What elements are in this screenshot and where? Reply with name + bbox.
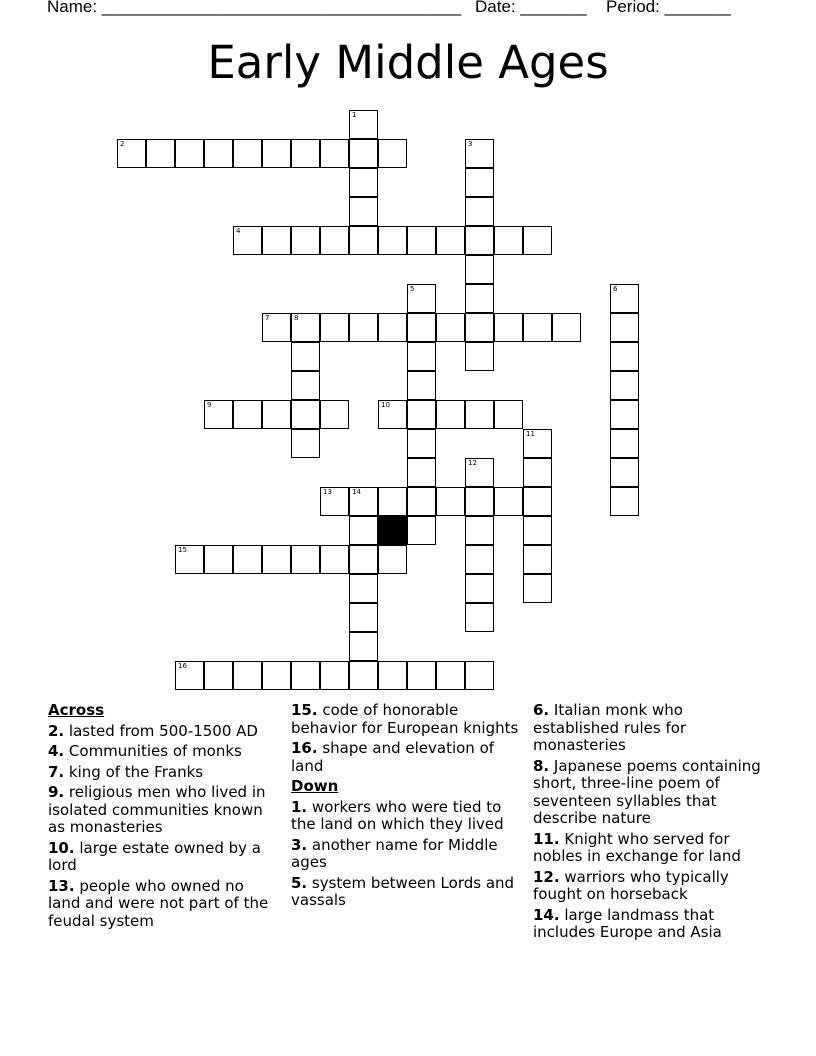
- crossword-cell[interactable]: [378, 139, 407, 168]
- crossword-cell[interactable]: [349, 516, 378, 545]
- clue-down-8: [533, 758, 769, 828]
- crossword-cell[interactable]: [407, 313, 436, 342]
- crossword-cell[interactable]: [610, 487, 639, 516]
- crossword-cell[interactable]: [523, 545, 552, 574]
- crossword-cell[interactable]: [407, 226, 436, 255]
- crossword-cell[interactable]: [523, 516, 552, 545]
- clue-text: large estate owned by a lord: [48, 838, 261, 874]
- name-field-label[interactable]: Name: ______________________________________: [47, 0, 462, 16]
- clue-number: 5.: [291, 873, 308, 892]
- clue-text: large landmass that includes Europe and Asia: [533, 905, 722, 941]
- crossword-cell[interactable]: [291, 371, 320, 400]
- clue-number-label: 10: [381, 401, 390, 409]
- crossword-cell[interactable]: [523, 574, 552, 603]
- crossword-cell[interactable]: [465, 516, 494, 545]
- clue-across-2: [48, 723, 280, 741]
- date-field-label[interactable]: Date: _______: [475, 0, 587, 16]
- crossword-cell[interactable]: [465, 168, 494, 197]
- clue-text: Communities of monks: [68, 742, 242, 760]
- clue-number: 16.: [291, 739, 318, 757]
- crossword-cell[interactable]: [146, 139, 175, 168]
- crossword-cell[interactable]: [262, 545, 291, 574]
- crossword-cell[interactable]: [494, 226, 523, 255]
- clue-number: 13.: [48, 876, 75, 895]
- crossword-cell[interactable]: [523, 458, 552, 487]
- crossword-cell[interactable]: [349, 545, 378, 574]
- clue-number: 7.: [48, 762, 65, 781]
- clue-number-label: 7: [265, 314, 270, 322]
- crossword-cell[interactable]: [407, 516, 436, 545]
- down-heading: Down: [291, 777, 339, 795]
- crossword-cell[interactable]: [291, 342, 320, 371]
- clue-down-12: [533, 869, 769, 904]
- clue-number: 3.: [291, 835, 308, 854]
- clue-text: code of honorable behavior for European knights: [291, 701, 519, 737]
- clue-number-label: 3: [468, 140, 473, 148]
- crossword-cell[interactable]: [523, 226, 552, 255]
- crossword-cell[interactable]: [465, 139, 494, 168]
- crossword-cell[interactable]: [349, 603, 378, 632]
- clue-number: 10.: [48, 838, 75, 857]
- crossword-cell[interactable]: [233, 226, 262, 255]
- crossword-cell[interactable]: [465, 487, 494, 516]
- clue-number-label: 11: [526, 430, 535, 438]
- crossword-cell[interactable]: [407, 429, 436, 458]
- clue-across-13: [48, 878, 280, 931]
- period-field-label[interactable]: Period: _______: [606, 0, 731, 16]
- clue-across-4: [48, 743, 280, 761]
- clues-column-3: [533, 702, 769, 945]
- crossword-cell[interactable]: [320, 545, 349, 574]
- clue-number-label: 4: [236, 227, 241, 235]
- crossword-cell[interactable]: [320, 400, 349, 429]
- crossword-cell[interactable]: [465, 197, 494, 226]
- clue-down-5: [291, 875, 519, 910]
- clue-across-15: [291, 702, 519, 737]
- clue-number-label: 12: [468, 459, 477, 467]
- clue-text: workers who were tied to the land on which they lived: [291, 797, 504, 833]
- crossword-cell[interactable]: [233, 545, 262, 574]
- crossword-cell[interactable]: [291, 139, 320, 168]
- crossword-cell[interactable]: [349, 632, 378, 661]
- crossword-cell[interactable]: [465, 313, 494, 342]
- crossword-cell[interactable]: [465, 661, 494, 690]
- clue-across-9: [48, 784, 280, 837]
- crossword-cell[interactable]: [349, 197, 378, 226]
- clue-text: lasted from 500-1500 AD: [68, 721, 258, 740]
- clue-text: Japanese poems containing short, three-line poem of seventeen syllables that describe nature: [533, 756, 761, 827]
- crossword-cell[interactable]: [175, 139, 204, 168]
- crossword-cell[interactable]: [378, 313, 407, 342]
- crossword-cell[interactable]: [262, 139, 291, 168]
- crossword-cell[interactable]: [175, 661, 204, 690]
- clue-text: king of the Franks: [68, 762, 204, 781]
- crossword-cell[interactable]: [320, 226, 349, 255]
- crossword-cell[interactable]: [291, 226, 320, 255]
- clue-text: people who owned no land and were not part of the feudal system: [48, 876, 269, 930]
- crossword-cell[interactable]: [349, 574, 378, 603]
- crossword-cell[interactable]: [204, 661, 233, 690]
- crossword-cell[interactable]: [378, 400, 407, 429]
- crossword-cell[interactable]: [465, 400, 494, 429]
- blocked-cell: [378, 516, 407, 545]
- clue-text: religious men who lived in isolated communities known as monasteries: [48, 783, 266, 836]
- crossword-cell[interactable]: [262, 313, 291, 342]
- crossword-cell[interactable]: [465, 545, 494, 574]
- clue-down-14: [533, 907, 769, 942]
- clues-column-1: [48, 702, 280, 933]
- crossword-cell[interactable]: [523, 487, 552, 516]
- clue-number: 12.: [533, 867, 560, 886]
- crossword-cell[interactable]: [436, 661, 465, 690]
- crossword-cell[interactable]: [204, 400, 233, 429]
- crossword-cell[interactable]: [494, 400, 523, 429]
- clue-text: shape and elevation of land: [291, 739, 495, 775]
- crossword-cell[interactable]: [378, 226, 407, 255]
- clue-text: Italian monk who established rules for monasteries: [533, 701, 687, 754]
- crossword-cell[interactable]: [291, 661, 320, 690]
- crossword-cell[interactable]: [349, 487, 378, 516]
- crossword-cell[interactable]: [291, 429, 320, 458]
- clue-down-3: [291, 837, 519, 872]
- crossword-cell[interactable]: [349, 313, 378, 342]
- crossword-cell[interactable]: [349, 139, 378, 168]
- crossword-cell[interactable]: [204, 545, 233, 574]
- page-title: Early Middle Ages: [207, 36, 609, 89]
- crossword-cell[interactable]: [407, 342, 436, 371]
- clue-across-7: [48, 764, 280, 782]
- crossword-cell[interactable]: [291, 400, 320, 429]
- clue-number: 6.: [533, 701, 550, 719]
- crossword-cell[interactable]: [494, 313, 523, 342]
- clue-number: 9.: [48, 783, 65, 801]
- crossword-cell[interactable]: [610, 458, 639, 487]
- clue-text: Knight who served for nobles in exchange for land: [533, 829, 741, 865]
- crossword-cell[interactable]: [610, 313, 639, 342]
- clue-number-label: 15: [178, 546, 187, 554]
- crossword-cell[interactable]: [378, 661, 407, 690]
- clue-number-label: 2: [120, 140, 125, 148]
- crossword-cell[interactable]: [262, 226, 291, 255]
- clue-number: 2.: [48, 721, 65, 740]
- crossword-cell[interactable]: [465, 226, 494, 255]
- crossword-cell[interactable]: [436, 487, 465, 516]
- crossword-cell[interactable]: [175, 545, 204, 574]
- clue-number-label: 1: [352, 111, 357, 119]
- crossword-cell[interactable]: [465, 284, 494, 313]
- clue-number-label: 16: [178, 662, 187, 670]
- crossword-cell[interactable]: [465, 255, 494, 284]
- crossword-cell[interactable]: [349, 226, 378, 255]
- crossword-cell[interactable]: [436, 313, 465, 342]
- crossword-cell[interactable]: [610, 342, 639, 371]
- clue-number-label: 6: [613, 285, 618, 293]
- crossword-cell[interactable]: [407, 284, 436, 313]
- crossword-cell[interactable]: [233, 139, 262, 168]
- crossword-cell[interactable]: [610, 400, 639, 429]
- clue-text: another name for Middle ages: [291, 835, 498, 871]
- crossword-cell[interactable]: [291, 313, 320, 342]
- crossword-cell[interactable]: [465, 342, 494, 371]
- crossword-cell[interactable]: [349, 661, 378, 690]
- crossword-cell[interactable]: [407, 458, 436, 487]
- crossword-cell[interactable]: [465, 574, 494, 603]
- crossword-cell[interactable]: [610, 371, 639, 400]
- crossword-cell[interactable]: [523, 429, 552, 458]
- clue-number: 14.: [533, 905, 560, 924]
- crossword-cell[interactable]: [262, 400, 291, 429]
- crossword-cell[interactable]: [349, 168, 378, 197]
- clue-number: 15.: [291, 701, 318, 719]
- crossword-cell[interactable]: [494, 487, 523, 516]
- crossword-cell[interactable]: [117, 139, 146, 168]
- clue-text: system between Lords and vassals: [291, 873, 515, 909]
- crossword-cell[interactable]: [465, 603, 494, 632]
- crossword-cell[interactable]: [610, 284, 639, 313]
- crossword-cell[interactable]: [407, 487, 436, 516]
- crossword-cell[interactable]: [233, 400, 262, 429]
- clue-number-label: 13: [323, 488, 332, 496]
- clue-number: 8.: [533, 756, 550, 775]
- crossword-cell[interactable]: [523, 313, 552, 342]
- clue-number: 1.: [291, 797, 308, 816]
- clues-column-2: [291, 702, 519, 913]
- crossword-cell[interactable]: [204, 139, 233, 168]
- clue-number: 11.: [533, 829, 560, 848]
- crossword-cell[interactable]: [320, 487, 349, 516]
- crossword-cell[interactable]: [233, 661, 262, 690]
- crossword-cell[interactable]: [320, 313, 349, 342]
- crossword-cell[interactable]: [291, 545, 320, 574]
- crossword-cell[interactable]: [407, 661, 436, 690]
- crossword-cell[interactable]: [610, 429, 639, 458]
- crossword-cell[interactable]: [465, 458, 494, 487]
- clue-number-label: 8: [294, 314, 299, 322]
- crossword-cell[interactable]: [378, 487, 407, 516]
- crossword-cell[interactable]: [320, 661, 349, 690]
- clue-number-label: 14: [352, 488, 361, 496]
- clue-number-label: 9: [207, 401, 212, 409]
- crossword-cell[interactable]: [552, 313, 581, 342]
- crossword-cell[interactable]: [407, 400, 436, 429]
- clue-down-6: [533, 702, 769, 755]
- crossword-cell[interactable]: [436, 400, 465, 429]
- clue-across-10: [48, 840, 280, 875]
- clue-number-label: 5: [410, 285, 415, 293]
- clue-across-16: [291, 740, 519, 775]
- crossword-cell[interactable]: [320, 139, 349, 168]
- crossword-cell[interactable]: [262, 661, 291, 690]
- clue-down-1: [291, 799, 519, 834]
- crossword-cell[interactable]: [436, 226, 465, 255]
- crossword-cell[interactable]: [349, 110, 378, 139]
- clue-number: 4.: [48, 742, 65, 760]
- across-heading: Across: [48, 701, 105, 719]
- crossword-cell[interactable]: [407, 371, 436, 400]
- crossword-cell[interactable]: [378, 545, 407, 574]
- clue-text: warriors who typically fought on horseback: [533, 867, 729, 903]
- clue-down-11: [533, 831, 769, 866]
